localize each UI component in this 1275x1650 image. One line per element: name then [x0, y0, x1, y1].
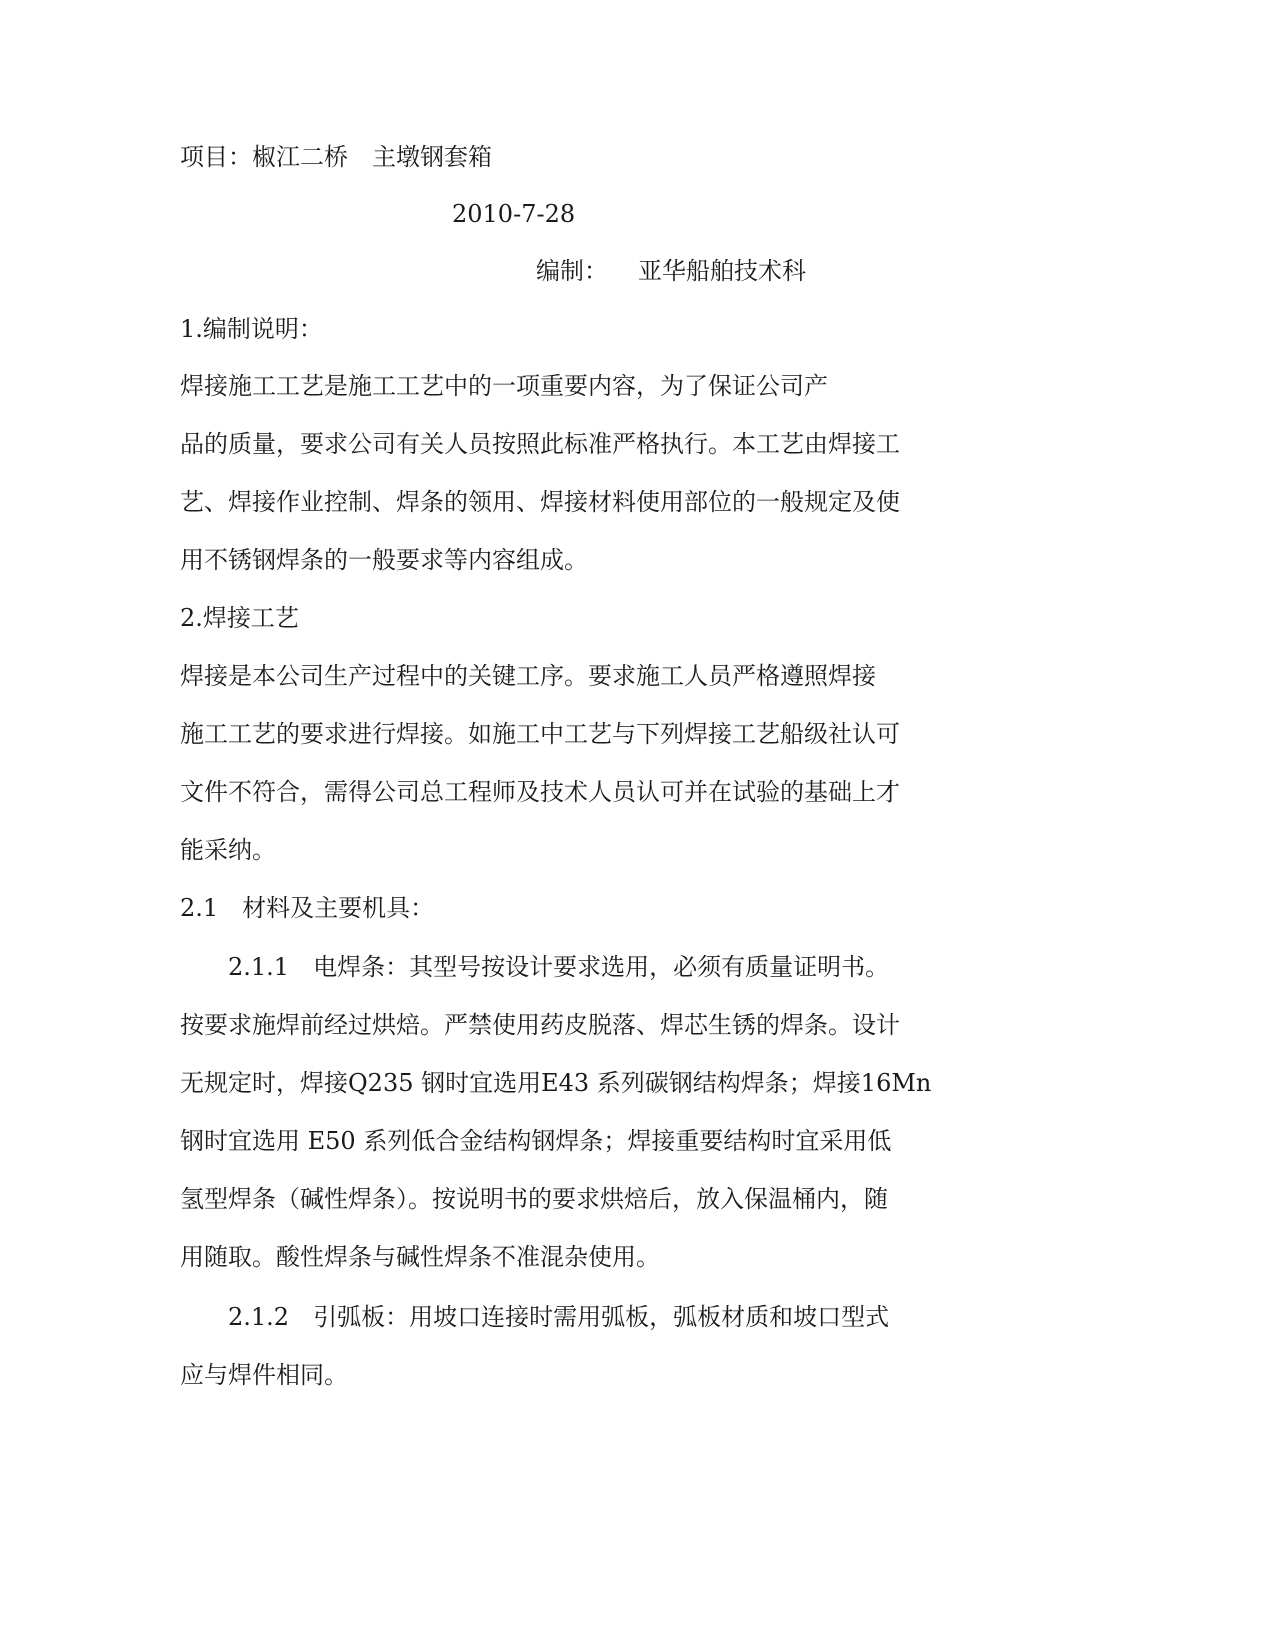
compiler-label: 编制：: [536, 257, 608, 285]
compiler-line: [536, 256, 806, 286]
section-1-heading: 1.编制说明：: [180, 315, 323, 343]
section-2-heading: 2.焊接工艺: [180, 604, 299, 632]
paragraph-line: 无规定时，焊接Q235 钢时宜选用E43 系列碳钢结构焊条；焊接16Mn: [180, 1069, 932, 1097]
paragraph-line: 钢时宜选用 E50 系列低合金结构钢焊条；焊接重要结构时宜采用低: [180, 1127, 892, 1155]
paragraph-line: 2.1.2 引弧板：用坡口连接时需用弧板，弧板材质和坡口型式: [228, 1303, 890, 1331]
paragraph-line: 应与焊件相同。: [180, 1361, 348, 1389]
paragraph-line: 焊接施工工艺是施工工艺中的一项重要内容，为了保证公司产: [180, 372, 828, 400]
paragraph-line: 用不锈钢焊条的一般要求等内容组成。: [180, 546, 588, 574]
paragraph-line: 施工工艺的要求进行焊接。如施工中工艺与下列焊接工艺船级社认可: [180, 720, 900, 748]
paragraph-line: 品的质量，要求公司有关人员按照此标准严格执行。本工艺由焊接工: [180, 430, 900, 458]
project-line: 项目：椒江二桥 主墩钢套箱: [180, 143, 492, 171]
section-2-1-heading: 2.1 材料及主要机具：: [180, 894, 435, 922]
date-line: 2010-7-28: [452, 200, 576, 228]
paragraph-line: 艺、焊接作业控制、焊条的领用、焊接材料使用部位的一般规定及使: [180, 488, 900, 516]
paragraph-line: 2.1.1 电焊条：其型号按设计要求选用，必须有质量证明书。: [228, 953, 890, 981]
paragraph-line: 焊接是本公司生产过程中的关键工序。要求施工人员严格遵照焊接: [180, 662, 876, 690]
paragraph-line: 文件不符合，需得公司总工程师及技术人员认可并在试验的基础上才: [180, 778, 900, 806]
paragraph-line: 用随取。酸性焊条与碱性焊条不准混杂使用。: [180, 1243, 660, 1271]
compiler-name: 亚华船舶技术科: [638, 257, 806, 285]
paragraph-line: 按要求施焊前经过烘焙。严禁使用药皮脱落、焊芯生锈的焊条。设计: [180, 1011, 900, 1039]
paragraph-line: 氢型焊条（碱性焊条）。按说明书的要求烘焙后，放入保温桶内，随: [180, 1185, 888, 1213]
paragraph-line: 能采纳。: [180, 836, 276, 864]
